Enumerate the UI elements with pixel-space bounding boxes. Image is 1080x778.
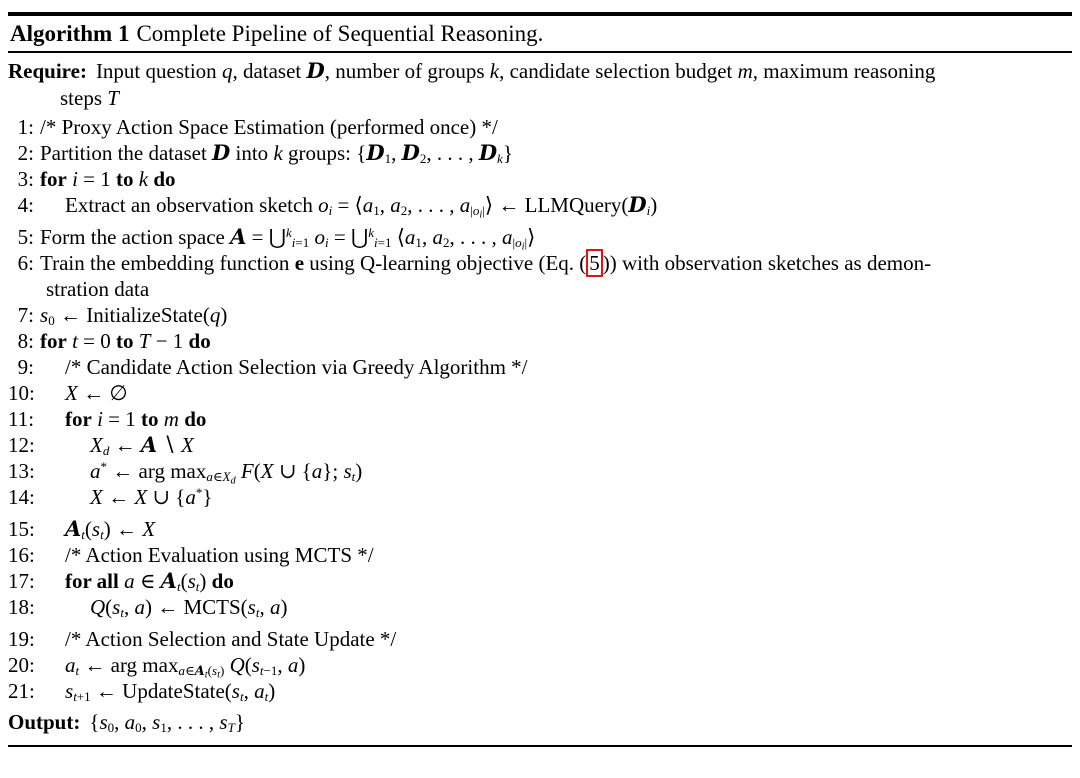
line-number: 3: bbox=[17, 167, 34, 191]
line-number: 21: bbox=[8, 679, 35, 703]
line-number: 2: bbox=[17, 141, 34, 165]
require-line bbox=[8, 57, 1072, 85]
line-content: Train the embedding function e using Q-learning objective (Eq. ( 5 )) with observation sketches as demon- bbox=[40, 251, 932, 275]
line-content: /* Action Selection and State Update */ bbox=[65, 627, 397, 651]
algo-line-16 bbox=[8, 542, 1072, 568]
output-line bbox=[8, 709, 1072, 736]
line-number: 18: bbox=[8, 595, 35, 619]
algo-line-19 bbox=[8, 626, 1072, 652]
algorithm-body bbox=[8, 53, 1072, 736]
line-content: $A_t(s_t)$ ← X bbox=[65, 516, 156, 542]
algorithm-title: Complete Pipeline of Sequential Reasoning. bbox=[136, 21, 544, 46]
algo-line-2 bbox=[8, 140, 1072, 166]
line-number: 9: bbox=[17, 355, 34, 379]
bottom-rule bbox=[8, 745, 1072, 747]
eq-ref-5-link[interactable]: 5 bbox=[586, 249, 603, 277]
line-content: $a_t$ ← arg $\max_{a\in A_t(s_t)} Q(s_{t-1}$, a) bbox=[65, 653, 306, 681]
line-content: /* Candidate Action Selection via Greedy Algorithm */ bbox=[65, 355, 528, 379]
line-content: $X_d$ ← A ∖ X bbox=[90, 432, 194, 458]
algo-line-4 bbox=[8, 192, 1072, 221]
line-number: 10: bbox=[8, 381, 35, 405]
line-number: 20: bbox=[8, 653, 35, 677]
line-content: stration data bbox=[46, 277, 150, 301]
algo-line-continuation bbox=[8, 276, 1072, 302]
line-number: 6: bbox=[17, 251, 34, 275]
line-number: 17: bbox=[8, 569, 35, 593]
algo-line-18 bbox=[8, 594, 1072, 620]
algo-line-12 bbox=[8, 432, 1072, 458]
line-content: $s_0$ ← InitializeState(q) bbox=[40, 303, 228, 328]
line-content: for t = 0 to T − 1 do bbox=[40, 329, 211, 353]
algorithm-lines bbox=[8, 114, 1072, 704]
require-continuation: steps T bbox=[60, 86, 119, 110]
algo-line-17 bbox=[8, 568, 1072, 594]
line-number: 15: bbox=[8, 517, 35, 541]
output-label: Output: bbox=[8, 710, 81, 734]
algorithm-label: Algorithm 1 bbox=[10, 21, 130, 46]
line-content: $Q(s_t$, a) ← $MCTS(s_t$, a) bbox=[90, 595, 288, 620]
algo-line-21 bbox=[8, 678, 1072, 704]
line-number: 5: bbox=[17, 225, 34, 249]
algo-line-5 bbox=[8, 224, 1072, 253]
algorithm-caption bbox=[8, 16, 1072, 51]
line-content: /* Action Evaluation using MCTS */ bbox=[65, 543, 374, 567]
require-label: Require: bbox=[8, 59, 87, 83]
line-content: for all a ∈ $A_t(s_t)$ do bbox=[65, 568, 234, 594]
line-content: Extract an observation sketch $o_i$ = $⟨a_1$, $a_2$, . . . , $a_{|o_i|}⟩$ ← $LLMQuery(D_i)$ bbox=[65, 192, 658, 221]
line-number: 8: bbox=[17, 329, 34, 353]
line-content: Partition the dataset D into k groups: {$D_1$, $D_2$, . . . , $D_k$} bbox=[40, 140, 513, 166]
line-number: 19: bbox=[8, 627, 35, 651]
algo-line-20 bbox=[8, 652, 1072, 681]
algo-line-3 bbox=[8, 166, 1072, 192]
algo-line-8 bbox=[8, 328, 1072, 354]
line-number: 7: bbox=[17, 303, 34, 327]
algo-line-13 bbox=[8, 458, 1072, 487]
algo-line-7 bbox=[8, 302, 1072, 328]
algo-line-14 bbox=[8, 484, 1072, 510]
line-number: 16: bbox=[8, 543, 35, 567]
line-number: 4: bbox=[17, 193, 34, 217]
output-text: {$s_0$, $a_0$, $s_1$, . . . , $s_T$} bbox=[89, 710, 245, 735]
line-number: 11: bbox=[8, 407, 35, 431]
line-number: 12: bbox=[8, 433, 35, 457]
line-number: 13: bbox=[8, 459, 35, 483]
line-content: for i = 1 to m do bbox=[65, 407, 207, 431]
algo-line-1 bbox=[8, 114, 1072, 140]
line-number: 14: bbox=[8, 485, 35, 509]
algo-line-6 bbox=[8, 250, 1072, 276]
line-content: X ← ∅ bbox=[65, 381, 128, 405]
line-number: 1: bbox=[17, 115, 34, 139]
line-content: $s_{t+1}$ ← $UpdateState(s_t$, $a_t$) bbox=[65, 679, 276, 704]
algo-line-10 bbox=[8, 380, 1072, 406]
line-content: /* Proxy Action Space Estimation (performed once) */ bbox=[40, 115, 498, 139]
algo-line-9 bbox=[8, 354, 1072, 380]
line-content: a* ← arg $\max_{a\in X_d} F(X$ ∪ {a}; $s_t$) bbox=[90, 459, 363, 487]
algo-line-15 bbox=[8, 516, 1072, 542]
line-content: Form the action space A = ⋃$^k_{i=1}$ $o_i$ = ⋃$^k_{i=1}$ $⟨a_1$, $a_2$, . . . , $a_{|o_i|}⟩$ bbox=[40, 224, 536, 253]
line-content: X ← X ∪ {a*} bbox=[90, 485, 213, 509]
line-content: for i = 1 to k do bbox=[40, 167, 176, 191]
require-text: Input question q, dataset D, number of groups k, candidate selection budget m, maximum reasoning bbox=[95, 58, 936, 83]
algorithm-figure bbox=[0, 12, 1080, 747]
algo-line-11 bbox=[8, 406, 1072, 432]
